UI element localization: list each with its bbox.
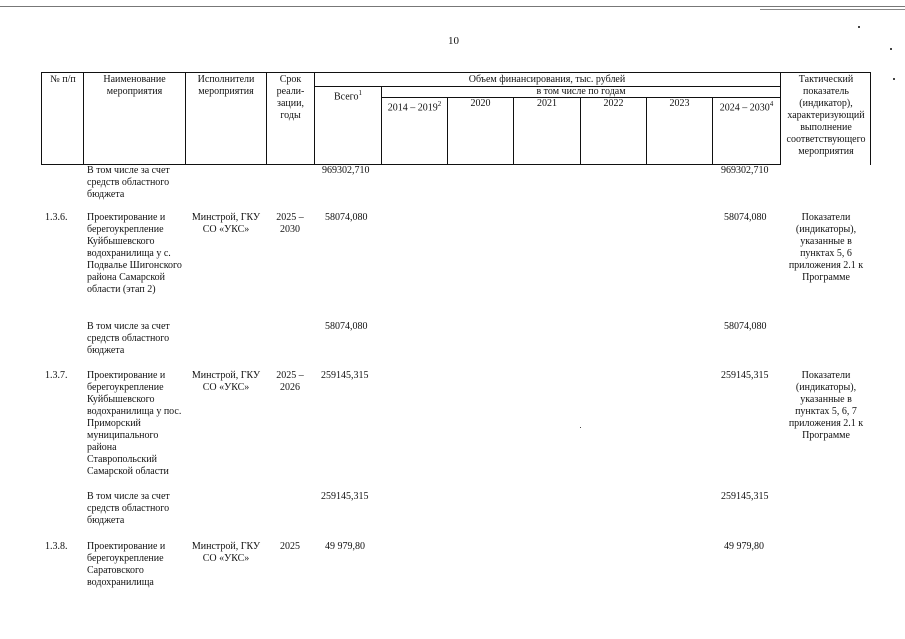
header-total	[316, 87, 380, 103]
header-indicator: Тактический показатель (индикатор), характеризующий выполнение соответствующего мероприятия	[786, 74, 866, 157]
page-number: 10	[448, 35, 459, 47]
scan-edge-line	[0, 6, 905, 7]
row-term: 2025 – 2030	[276, 212, 304, 235]
row-2024-2030: 49 979,80	[724, 541, 764, 552]
header-year-2023: 2023	[669, 98, 690, 109]
row-term: 2025 – 2026	[276, 370, 304, 393]
row-name: В том числе за счет средств областного бюджета	[87, 321, 170, 356]
header-total-label: Всего	[333, 91, 359, 103]
row-indicator: Показатели (индикаторы), указанные в пунктах 5, 6 приложения 2.1 к Программе	[788, 212, 864, 283]
row-executors: Минстрой, ГКУ СО «УКС»	[191, 212, 261, 235]
row-2024-2030: 259145,315	[721, 370, 769, 381]
row-indicator: Показатели (индикаторы), указанные в пунктах 5, 6, 7 приложения 2.1 к Программе	[788, 370, 864, 441]
header-year-2024-2030: 2024 – 2030$^4$	[719, 100, 774, 114]
row-term: 2025	[280, 541, 300, 552]
row-2024-2030: 969302,710	[721, 165, 769, 176]
row-2024-2030: 58074,080	[724, 321, 767, 332]
row-total: 969302,710	[322, 165, 370, 176]
row-name: В том числе за счет средств областного бюджета	[87, 165, 170, 200]
row-2024-2030: 58074,080	[724, 212, 767, 223]
row-total: 49 979,80	[325, 541, 365, 552]
header-year-2014-2019: 2014 – 2019$^2$	[387, 100, 442, 114]
header-by-year: в том числе по годам	[536, 86, 626, 97]
row-num: 1.3.8.	[45, 541, 68, 552]
row-total: 58074,080	[325, 321, 368, 332]
header-name: Наименование мероприятия	[103, 74, 166, 97]
scan-speck	[893, 78, 895, 80]
row-executors: Минстрой, ГКУ СО «УКС»	[191, 370, 261, 393]
header-executors: Исполнители мероприятия	[197, 74, 255, 97]
scan-speck	[858, 26, 860, 28]
row-name: Проектирование и берегоукрепление Куйбышевского водохранилища у с. Подвалье Шигонского района Самарской области (этап 2)	[87, 212, 182, 295]
header-num: № п/п	[50, 74, 76, 85]
row-name: В том числе за счет средств областного бюджета	[87, 491, 170, 526]
header-year-2022: 2022	[603, 98, 624, 109]
row-name: Проектирование и берегоукрепление Куйбышевского водохранилища у пос. Приморский муниципального района Ставропольский Самарской области	[87, 370, 182, 477]
header-year-2020: 2020	[470, 98, 491, 109]
row-2024-2030: 259145,315	[721, 491, 769, 502]
row-executors: Минстрой, ГКУ СО «УКС»	[191, 541, 261, 564]
scan-speck	[580, 427, 581, 428]
header-funding: Объем финансирования, тыс. рублей	[468, 74, 626, 85]
row-total: 259145,315	[321, 491, 369, 502]
row-name: Проектирование и берегоукрепление Саратовского водохранилища	[87, 541, 166, 588]
row-total: 58074,080	[325, 212, 368, 223]
header-year-2021: 2021	[537, 98, 557, 109]
header-term: Срок реали-зации, годы	[276, 74, 305, 121]
scan-edge-line-right	[760, 9, 905, 10]
scan-speck	[890, 48, 892, 50]
row-total: 259145,315	[321, 370, 369, 381]
row-num: 1.3.7.	[45, 370, 68, 381]
header-total-footnote: 1	[358, 89, 363, 97]
row-num: 1.3.6.	[45, 212, 68, 223]
